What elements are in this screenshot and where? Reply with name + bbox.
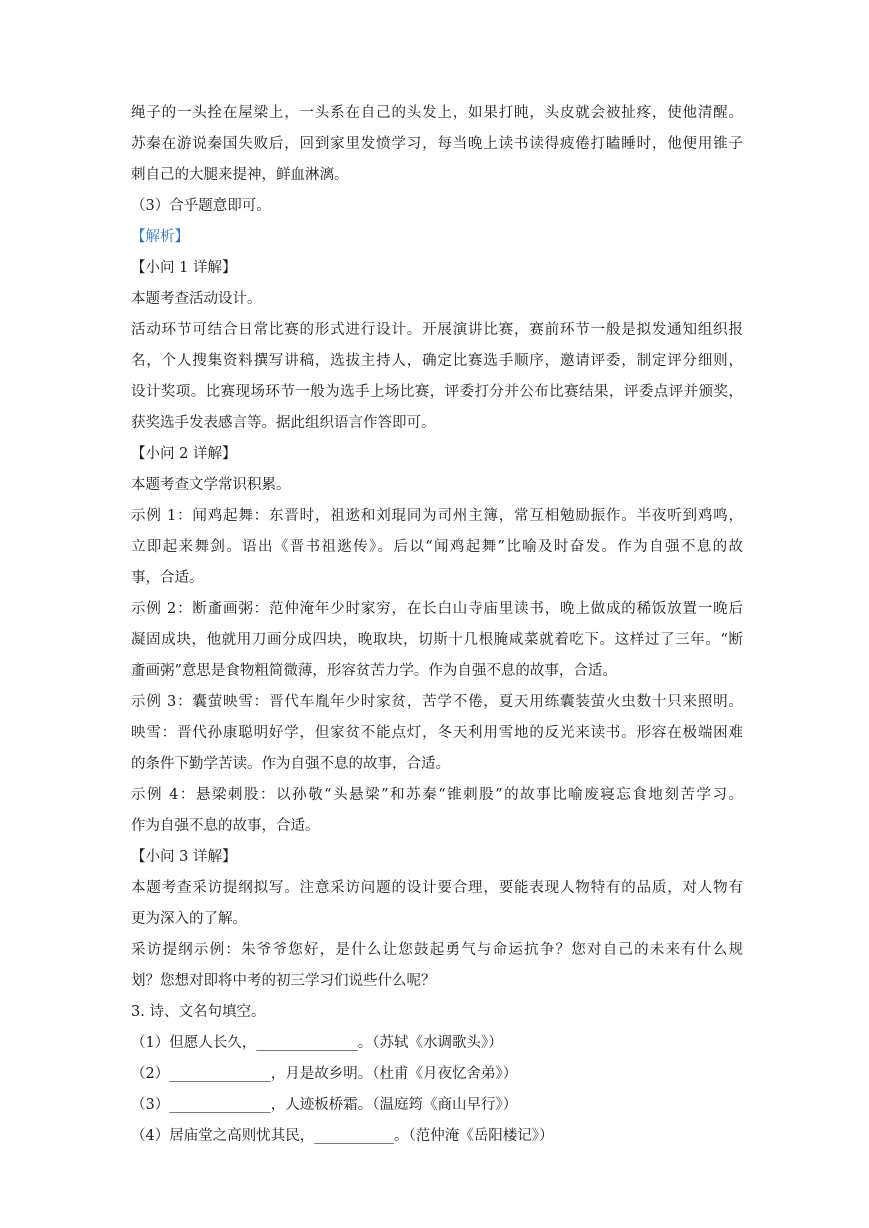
- text-line: 示例 1：闻鸡起舞：东晋时，祖逖和刘琨同为司州主簿，常互相勉励振作。半夜听到鸡鸣，: [131, 508, 743, 524]
- text-line: 本题考查文学常识积累。: [131, 477, 291, 493]
- document-body: [131, 98, 751, 1152]
- subquestion-1-heading: 【小问 1 详解】: [131, 260, 237, 276]
- fill-blank-item-1: （1）但愿人长久，______________。（苏轼《水调歌头》）: [131, 1035, 503, 1051]
- text-line: 的条件下勤学苦读。作为自强不息的故事，合适。: [131, 756, 450, 772]
- text-line: 活动环节可结合日常比赛的形式进行设计。开展演讲比赛，赛前环节一般是拟发通知组织报: [131, 322, 743, 338]
- fill-blank-item-4: （4）居庙堂之高则忧其民，___________。（范仲淹《岳阳楼记》）: [131, 1128, 554, 1144]
- text-line: 划？您想对即将中考的初三学习们说些什么呢？: [131, 973, 436, 989]
- fill-blank-item-2: （2）______________，月是故乡明。（杜甫《月夜忆舍弟》）: [131, 1066, 518, 1082]
- text-line: 示例 4：悬梁刺股：以孙敬“头悬梁”和苏秦“锥刺股”的故事比喻废寝忘食地刻苦学习。: [131, 787, 743, 803]
- text-line: 绳子的一头拴在屋梁上，一头系在自己的头发上，如果打盹，头皮就会被扯疼，使他清醒。: [131, 105, 743, 121]
- text-line: 更为深入的了解。: [131, 911, 247, 927]
- text-line: 凝固成块，他就用刀画分成四块，晚取块，切斯十几根腌咸菜就着吃下。这样过了三年。“断: [131, 632, 743, 648]
- text-line: 苏秦在游说秦国失败后，回到家里发愤学习，每当晚上读书读得疲倦打瞌睡时，他便用锥子: [131, 136, 743, 152]
- text-line: 采访提纲示例：朱爷爷您好，是什么让您鼓起勇气与命运抗争？您对自己的未来有什么规: [131, 942, 743, 958]
- text-line: 作为自强不息的故事，合适。: [131, 818, 320, 834]
- text-line: 本题考查采访提纲拟写。注意采访问题的设计要合理，要能表现人物特有的品质，对人物有: [131, 880, 743, 896]
- question-3-heading: 3. 诗、文名句填空。: [131, 1004, 266, 1020]
- text-line: 设计奖项。比赛现场环节一般为选手上场比赛，评委打分并公布比赛结果，评委点评并颁奖，: [131, 384, 743, 400]
- text-line: 示例 2：断齑画粥：范仲淹年少时家穷，在长白山寺庙里读书，晚上做成的稀饭放置一晚后: [131, 601, 743, 617]
- text-line: 事，合适。: [131, 570, 204, 586]
- analysis-heading: 【解析】: [131, 229, 189, 245]
- subquestion-2-heading: 【小问 2 详解】: [131, 446, 237, 462]
- subquestion-3-heading: 【小问 3 详解】: [131, 849, 237, 865]
- text-line: 立即起来舞剑。语出《晋书祖逖传》。后以“闻鸡起舞”比喻及时奋发。作为自强不息的故: [131, 539, 743, 555]
- answer-item-3: （3）合乎题意即可。: [131, 198, 271, 214]
- fill-blank-item-3: （3）______________，人迹板桥霜。（温庭筠《商山早行》）: [131, 1097, 518, 1113]
- text-line: 齑画粥”意思是食物粗简微薄，形容贫苦力学。作为自强不息的故事，合适。: [131, 663, 617, 679]
- text-line: 示例 3：囊萤映雪：晋代车胤年少时家贫，苦学不倦，夏天用练囊装萤火虫数十只来照明。: [131, 694, 743, 710]
- text-line: 刺自己的大腿来提神，鲜血淋漓。: [131, 167, 349, 183]
- text-line: 本题考查活动设计。: [131, 291, 262, 307]
- text-line: 映雪：晋代孙康聪明好学，但家贫不能点灯，冬天利用雪地的反光来读书。形容在极端困难: [131, 725, 743, 741]
- text-line: 名，个人搜集资料撰写讲稿，选拔主持人，确定比赛选手顺序，邀请评委，制定评分细则，: [131, 353, 743, 369]
- text-line: 获奖选手发表感言等。据此组织语言作答即可。: [131, 415, 436, 431]
